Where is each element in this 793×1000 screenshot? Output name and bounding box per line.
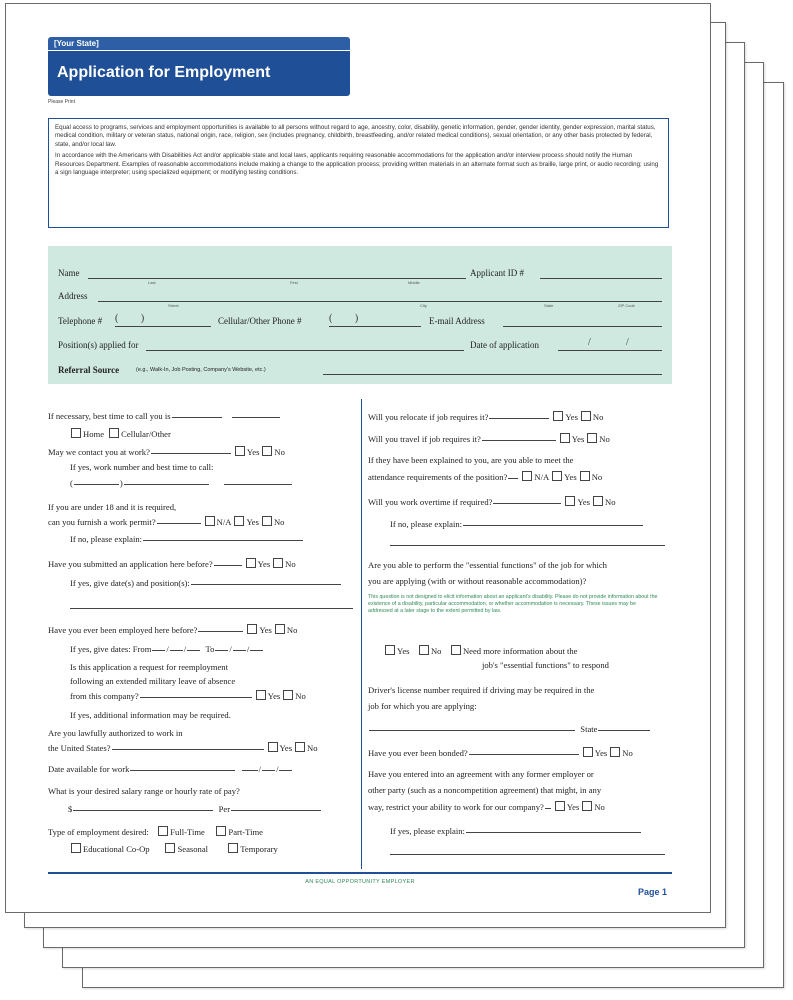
submitted-dates-field[interactable] [191,584,341,585]
overtime-explain-field-2[interactable] [390,545,665,546]
date-of-application-field[interactable] [558,350,662,351]
left-column: If necessary, best time to call you is Home Cellular/Other May we contact you at work? Yes No If yes, work number and best time to call: ( ) If you are under 18 and it is required, can you furnish a work permit? N/A Yes No If no, please explain: Have you submitted an application here before? Yes No If yes, give date(s) and position(s): Have you ever been employed here before? Yes No If yes, give dates: From / / To / / Is this application a request for reemployment following an extended military leave of absence from this company? Yes No If yes, additional information may be required. Are you lawfully authorized to work in the United States? Yes No Date available for work / / What is your desired salary range or hourly rate of pay? $ Per Type of employment desired: Full-Time Part-Time Educational Co-Op Seasonal Temporary [48,402,353,872]
contact-work-yes-checkbox[interactable] [235,446,245,456]
home-checkbox[interactable] [71,428,81,438]
work-time-field[interactable] [224,484,292,485]
work-number-label: If yes, work number and best time to call: [70,462,214,472]
authorized-question: Are you lawfully authorized to work in [48,728,183,738]
email-field[interactable] [503,326,662,327]
referral-source-field[interactable] [323,374,662,375]
seasonal-checkbox[interactable] [165,843,175,853]
submitted-no-checkbox[interactable] [273,558,283,568]
footer-rule [48,872,672,874]
employed-yes-checkbox[interactable] [247,624,257,634]
authorized-no-checkbox[interactable] [295,742,305,752]
submitted-yes-checkbox[interactable] [246,558,256,568]
reemploy-question: Is this application a request for reemployment [70,662,228,672]
contact-work-question: May we contact you at work? Yes No [48,447,285,457]
reemploy-no-checkbox[interactable] [283,690,293,700]
referral-examples: (e.g., Walk-In, Job Posting, Company's Website, etc.) [136,367,266,373]
essential-functions-question: Are you able to perform the "essential functions" of the job for which [368,560,607,570]
last-sublabel: Last [148,280,156,285]
state-sublabel: State [544,303,554,308]
additional-info-note: If yes, additional information may be required. [70,710,231,720]
applicant-id-label: Applicant ID # [470,268,524,278]
permit-explain-field[interactable] [143,540,303,541]
relocate-no-checkbox[interactable] [581,411,591,421]
permit-no-checkbox[interactable] [262,516,272,526]
overtime-explain-field[interactable] [463,525,643,526]
column-divider [361,399,362,869]
agreement-explain-field-2[interactable] [390,854,665,855]
bonded-yes-checkbox[interactable] [583,747,593,757]
permit-na-checkbox[interactable] [205,516,215,526]
application-page [5,3,711,913]
full-time-checkbox[interactable] [158,826,168,836]
position-field[interactable] [146,350,464,351]
name-field[interactable] [88,278,466,279]
essential-functions-note: This question is not designed to elicit information about an applicant's disability. Please do not provide information about the existence of a disability, particular accommodation, or whether accommodation is necessary. These issues may be addressed at a later stage to the extent permitted by law. [368,594,658,614]
address-label: Address [58,291,88,301]
salary-field[interactable] [73,810,213,811]
license-number-field[interactable] [369,730,575,731]
travel-no-checkbox[interactable] [587,433,597,443]
street-sublabel: Street [168,303,179,308]
attendance-question: If they have been explained to you, are you able to meet the [368,455,574,465]
bonded-no-checkbox[interactable] [610,747,620,757]
form-title: Application for Employment [57,64,271,81]
overtime-yes-checkbox[interactable] [565,496,575,506]
cell-phone-field[interactable] [329,326,421,327]
work-number-field[interactable] [124,484,209,485]
title-bar [48,51,350,96]
salary-per-field[interactable] [231,810,321,811]
agreement-question: Have you entered into an agreement with any former employer or [368,769,594,779]
essential-no-checkbox[interactable] [419,645,429,655]
license-state-field[interactable] [598,730,650,731]
position-label: Position(s) applied for [58,340,139,350]
cellular-checkbox[interactable] [109,428,119,438]
permit-yes-checkbox[interactable] [234,516,244,526]
temporary-checkbox[interactable] [228,843,238,853]
telephone-label: Telephone # [58,316,103,326]
part-time-checkbox[interactable] [216,826,226,836]
middle-sublabel: Middle [408,280,420,285]
zip-sublabel: ZIP Code [618,303,635,308]
address-field[interactable] [98,301,662,302]
telephone-field[interactable] [115,326,211,327]
employed-no-checkbox[interactable] [275,624,285,634]
essential-yes-checkbox[interactable] [385,645,395,655]
right-column: Will you relocate if job requires it? Yes No Will you travel if job requires it? Yes No If they have been explained to you, are you able to meet the attendance requirements of the position? N/A Yes No Will you work overtime if required? Yes No If no, please explain: Are you able to perform the "essential functions" of the job for which you are applying (with or without reasonable accommodation)? This question is not designed to elicit information about an applicant's disability. Please do not provide information about the existence of a disability, particular accommodation, or whether accommodation is necessary. These issues may be addressed at a later stage to the extent permitted by law. Yes No Need more information about the job's "essential functions" to respond Driver's license number required if driving may be required in the job for which you are applying: State Have you ever been bonded? Yes No Have you entered into an agreement with any former employer or other party (such as a noncompetition agreement) that might, in any way, restrict your ability to work for our company? Yes No If yes, please explain: [368,402,673,872]
applicant-info-section: Name Last First Middle Applicant ID # Address Street City State ZIP Code Telephone # ( ) Cellular/Other Phone # ( ) E-mail Address Position(s) applied for Date of application / / Referral Source (e.g., Walk-In, Job Posting, Company's Website, etc.) [48,246,672,384]
authorized-yes-checkbox[interactable] [268,742,278,752]
city-sublabel: City [420,303,427,308]
applicant-id-field[interactable] [540,278,662,279]
best-time-field[interactable] [232,417,280,418]
under18-question: If you are under 18 and it is required, [48,502,177,512]
eeo-paragraph: Equal access to programs, services and employment opportunities is available to all persons without regard to age, ancestry, color, disability, genetic information, gender, gender identity, gender expression, marital status, medical condition, military or veteran status, national origin, race, religion, sex (includes pregnancy, childbirth, breastfeeding, and/or related medical conditions), sexual orientation, or any other basis protected by federal, state, and/or local law. [55,124,656,148]
area-code-bracket: ( ) [115,313,145,324]
travel-yes-checkbox[interactable] [560,433,570,443]
agreement-no-checkbox[interactable] [582,801,592,811]
need-more-info-checkbox[interactable] [451,645,461,655]
please-print-note: Please Print [48,99,75,105]
contact-work-no-checkbox[interactable] [262,446,272,456]
coop-checkbox[interactable] [71,843,81,853]
reemploy-yes-checkbox[interactable] [256,690,266,700]
name-label: Name [58,268,80,278]
ada-paragraph: In accordance with the Americans with Disabilities Act and/or applicable state and local laws, applicants requiring reasonable accommodations for the application and/or interview process should notify the Human Resources Department. Examples of reasonable accommodations include making a change to the application process; providing written materials in an alternate format such as braille, large print, or audio recording; using a sign language interpreter; using specialized equipment; or modifying testing conditions. [55,152,659,177]
license-question: Driver's license number required if driving may be required in the [368,685,595,695]
agreement-yes-checkbox[interactable] [555,801,565,811]
referral-source-label: Referral Source [58,365,120,375]
attendance-na-checkbox[interactable] [522,471,532,481]
relocate-yes-checkbox[interactable] [553,411,563,421]
eeo-statement-box [48,118,669,228]
state-tag: [Your State] [48,37,350,50]
first-sublabel: First [290,280,298,285]
eoe-footer: AN EQUAL OPPORTUNITY EMPLOYER [305,879,415,885]
email-label: E-mail Address [429,316,485,326]
attendance-yes-checkbox[interactable] [552,471,562,481]
attendance-no-checkbox[interactable] [580,471,590,481]
cell-phone-label: Cellular/Other Phone # [218,316,302,326]
date-of-application-label: Date of application [470,340,539,350]
salary-question: What is your desired salary range or hourly rate of pay? [48,786,240,796]
page-number: Page 1 [638,887,668,897]
overtime-no-checkbox[interactable] [593,496,603,506]
best-time-question: If necessary, best time to call you is [48,411,281,421]
area-code-bracket: ( ) [329,313,359,324]
submitted-dates-field-2[interactable] [70,608,353,609]
agreement-explain-field[interactable] [466,832,641,833]
